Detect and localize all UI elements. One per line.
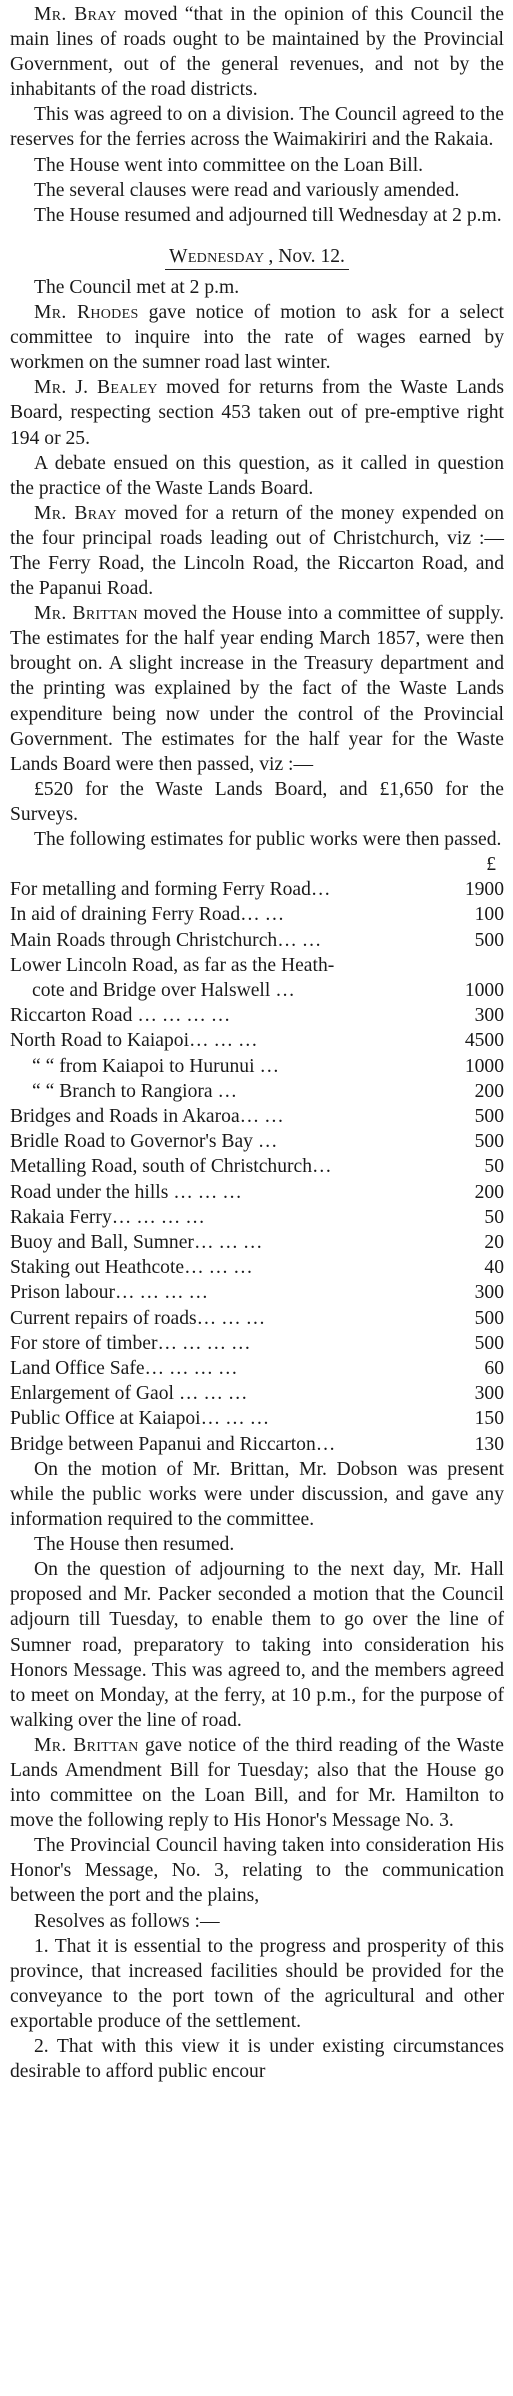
estimate-row [10,1230,504,1255]
estimate-label: North Road to Kaiapoi… … … [10,1030,258,1052]
estimate-row [10,1054,504,1079]
paragraph: The several clauses were read and variously amended. [34,179,460,201]
estimate-amount: 300 [474,1005,504,1027]
paragraph-group-mid [10,275,504,852]
estimate-label: For store of timber… … … … [10,1332,251,1354]
estimate-label: Riccarton Road … … … … [10,1005,231,1027]
paragraph-text: gave notice of motion to ask for a select committee to inquire into the rate of wages earned by workmen on the sumner road last winter. [10,302,505,374]
estimate-row [10,1079,504,1104]
estimate-row [10,1104,504,1129]
paragraph-text: moved the House into a committee of supply. The estimates for the half year ending March 1857, were then brought on. A slight increase in the Treasury department and the printing was explained by the fact of the Waste Lands expenditure being now under the control of the Provincial Government. The estimates for the half year for the Waste Lands Board were then passed, viz :— [10,603,504,775]
resolution-item: 2. That with this view it is under existing circumstances desirable to afford public encour [10,2036,504,2083]
estimate-label: Rakaia Ferry… … … … [10,1206,205,1228]
estimate-row [10,1381,504,1406]
estimate-label: Enlargement of Gaol … … … [10,1383,248,1405]
estimate-amount: 500 [474,929,504,951]
paragraph: Resolves as follows :— [34,1910,220,1932]
estimate-row [10,877,504,902]
estimate-row [10,1154,504,1179]
estimate-row [10,1028,504,1053]
estimate-amount: 130 [474,1433,504,1455]
estimate-label: Staking out Heathcote… … … [10,1257,253,1279]
speaker-name: Mr. Bray [34,502,117,524]
paragraph [10,501,504,601]
speaker-name: Mr. Brittan [34,603,138,625]
paragraph-text: moved for returns from the Waste Lands Board, respecting section 453 taken out of pre-emptive right 194 or 25. [10,377,504,449]
paragraph: The House then resumed. [34,1534,235,1556]
paragraph-text: moved “that in the opinion of this Council the main lines of roads ought to be maintained by the Provincial Government, out of the general revenues, and not by the inhabitants of the road districts. [10,4,504,101]
section-header [10,244,504,269]
estimate-row [10,1280,504,1305]
estimate-row [10,902,504,927]
estimate-row [10,1432,504,1457]
estimate-amount: 500 [474,1106,504,1128]
estimate-label: Bridle Road to Governor's Bay … [10,1131,278,1153]
estimate-row [10,1205,504,1230]
estimate-label: Current repairs of roads… … … [10,1307,266,1329]
paragraph: The House resumed and adjourned till Wednesday at 2 p.m. [34,204,502,226]
estimate-amount: 1000 [464,1055,504,1077]
estimate-label: cote and Bridge over Halswell … [32,980,295,1001]
estimate-amount: 150 [474,1408,504,1430]
estimate-label: “ “ Branch to Rangiora … [32,1080,238,1102]
paragraph: The Council met at 2 p.m. [34,276,240,298]
paragraph: A debate ensued on this question, as it called in question the practice of the Waste Lands Board. [10,452,504,499]
paragraph [10,1733,504,1833]
estimate-row [10,1406,504,1431]
estimate-amount: 40 [484,1257,504,1279]
estimate-label: Lower Lincoln Road, as far as the Heath- [10,954,335,976]
estimate-label: In aid of draining Ferry Road… … [10,904,285,926]
speaker-name: Mr. Brittan [34,1734,139,1756]
estimate-amount: 4500 [464,1030,504,1052]
estimate-row [10,953,504,978]
paragraph: On the question of adjourning to the next day, Mr. Hall proposed and Mr. Packer seconded a motion that the Council adjourn till Tuesday, to enable them to go over the line of Sumner road, preparatory to taking into consideration his Honors Message. This was agreed to, and the members agreed to meet on Monday, at the ferry, at 10 p.m., for the purpose of walking over the line of road. [10,1559,504,1731]
estimate-amount: 500 [474,1307,504,1329]
estimate-label: Metalling Road, south of Christchurch… [10,1156,332,1178]
estimate-amount: 500 [474,1131,504,1153]
currency-header: £ [486,854,496,876]
estimate-amount: 500 [474,1332,504,1354]
estimate-label: Public Office at Kaiapoi… … … [10,1408,270,1430]
estimate-amount: 50 [484,1156,504,1178]
estimate-label: Road under the hills … … … [10,1181,242,1203]
paragraph [10,2,504,102]
paragraph: The House went into committee on the Loan Bill. [34,154,424,176]
paragraph-text: moved for a return of the money expended on the four principal roads leading out of Christchurch, viz :—The Ferry Road, the Lincoln Road, the Riccarton Road, and the Papanui Road. [10,502,504,600]
estimate-label: Land Office Safe… … … … [10,1358,238,1380]
estimate-row [10,1255,504,1280]
speaker-name: Mr. Bray [34,4,117,25]
estimate-row [10,1356,504,1381]
estimate-row [10,928,504,953]
estimate-row [10,1003,504,1028]
estimate-amount: 50 [484,1206,504,1228]
estimate-amount: 1000 [464,980,504,1001]
section-header-date-line [165,246,349,270]
paragraph [10,300,504,375]
paragraph [10,601,504,777]
header-date: , Nov. 12. [266,246,347,270]
header-day: Wednesday [167,246,266,270]
estimate-row [10,1331,504,1356]
paragraph: The Provincial Council having taken into consideration His Honor's Message, No. 3, relating to the communication between the port and the plains, [10,1835,504,1907]
estimate-amount: 100 [474,904,504,926]
estimate-row [10,978,504,1003]
estimate-amount: 200 [474,1181,504,1203]
estimates-table [10,852,504,1457]
resolutions [10,1934,504,2085]
paragraph: £520 for the Waste Lands Board, and £1,650 for the Surveys. [10,778,504,825]
estimate-label: Buoy and Ball, Sumner… … … [10,1232,263,1254]
estimate-label: Prison labour… … … … [10,1282,209,1304]
estimate-amount: 1900 [464,879,504,901]
paragraph-text: gave notice of the third reading of the Waste Lands Amendment Bill for Tuesday; also that the House go into committee on the Loan Bill, and for Mr. Hamilton to move the following reply to His Honor's Message No. 3. [10,1734,504,1832]
estimate-label: Bridge between Papanui and Riccarton… [10,1433,336,1455]
estimate-row [10,1306,504,1331]
estimate-label: “ “ from Kaiapoi to Hurunui … [32,1055,280,1077]
paragraph-group-top [10,2,504,228]
estimate-label: Bridges and Roads in Akaroa… … [10,1106,284,1128]
speaker-name: Mr. J. Bealey [34,377,158,399]
estimates-rows [10,877,504,1457]
speaker-name: Mr. Rhodes [34,302,139,324]
paragraph: On the motion of Mr. Brittan, Mr. Dobson was present while the public works were under discussion, and gave any information required to the committee. [10,1458,504,1531]
paragraph-group-bottom [10,1457,504,1934]
resolution-item: 1. That it is essential to the progress and prosperity of this province, that increased facilities should be provided for the conveyance to the port town of the agricultural and other exportable produce of the settlement. [10,1935,504,2032]
estimate-row [10,1180,504,1205]
estimate-amount: 200 [474,1080,504,1102]
estimate-label: For metalling and forming Ferry Road… [10,879,331,901]
estimate-amount: 20 [484,1232,504,1254]
estimate-amount: 300 [474,1383,504,1405]
estimate-amount: 300 [474,1282,504,1304]
paragraph: The following estimates for public works were then passed. [34,829,502,850]
estimate-label: Main Roads through Christchurch… … [10,929,322,951]
paragraph: This was agreed to on a division. The Council agreed to the reserves for the ferries across the Waimakiriri and the Rakaia. [10,104,504,151]
estimate-row [10,1129,504,1154]
estimate-amount: 60 [484,1358,504,1380]
paragraph [10,375,504,450]
